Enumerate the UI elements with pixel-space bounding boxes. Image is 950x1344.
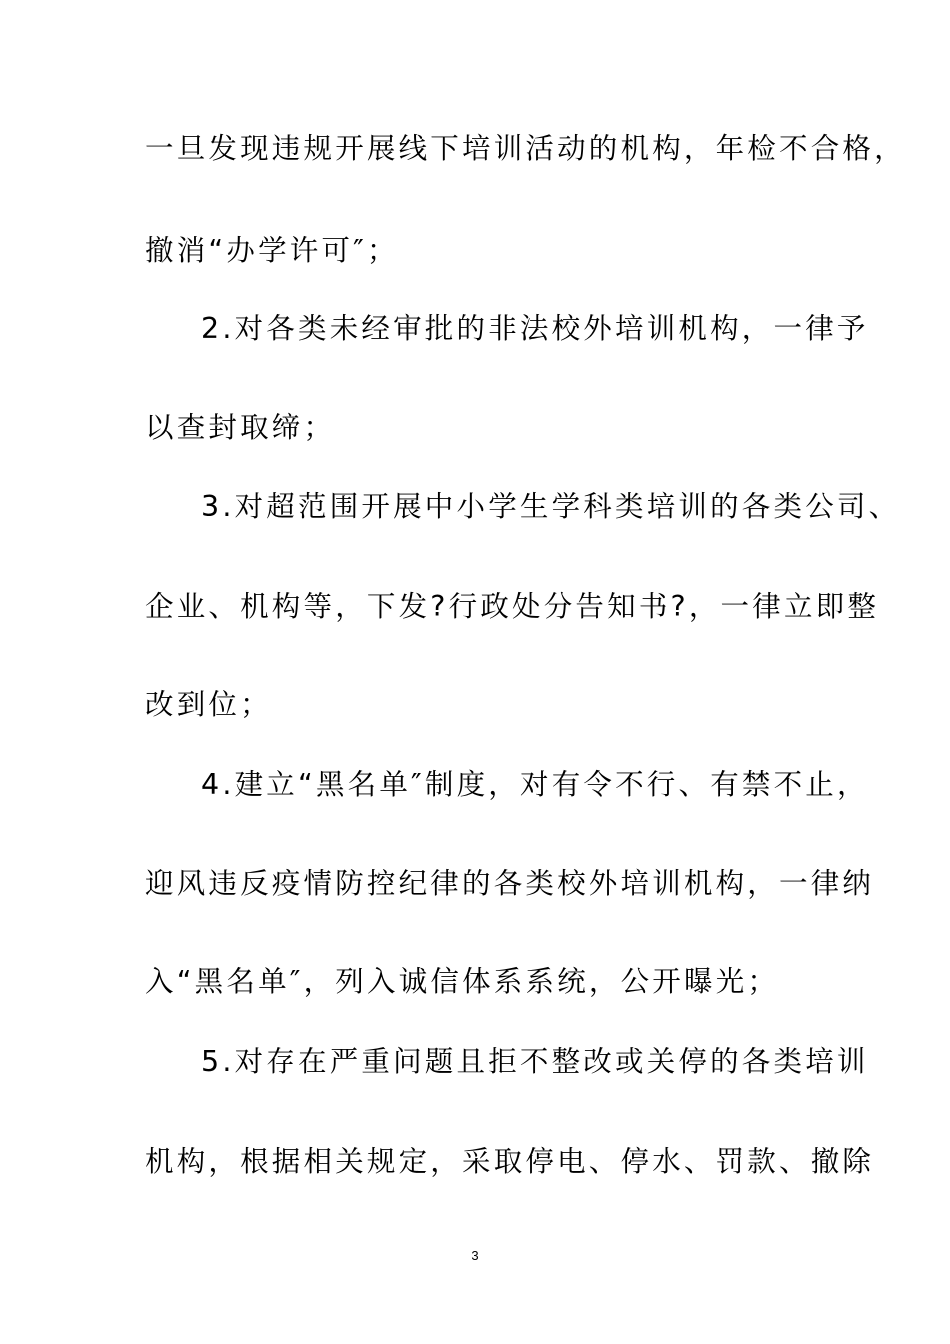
text-line-11: 5.对存在严重问题且拒不整改或关停的各类培训 [201,1045,869,1078]
text-line-3: 2.对各类未经审批的非法校外培训机构，一律予 [201,312,869,345]
text-line-5: 3.对超范围开展中小学生学科类培训的各类公司、 [201,490,901,523]
text-line-7: 改到位； [145,688,272,721]
text-line-10: 入“黑名单″，列入诚信体系系统，公开曝光； [145,965,780,998]
text-line-8: 4.建立“黑名单″制度，对有令不行、有禁不止， [201,768,869,801]
text-line-4: 以查封取缔； [145,411,336,444]
text-line-6: 企业、机构等，下发?行政处分告知书?，一律立即整 [145,590,880,623]
page-number: 3 [471,1248,479,1263]
text-line-9: 迎风违反疫情防控纪律的各类校外培训机构，一律纳 [145,867,875,900]
text-line-2: 撤消“办学许可″； [145,234,399,267]
text-line-12: 机构，根据相关规定，采取停电、停水、罚款、撤除 [145,1145,875,1178]
text-line-1: 一旦发现违规开展线下培训活动的机构，年检不合格， [145,132,906,165]
